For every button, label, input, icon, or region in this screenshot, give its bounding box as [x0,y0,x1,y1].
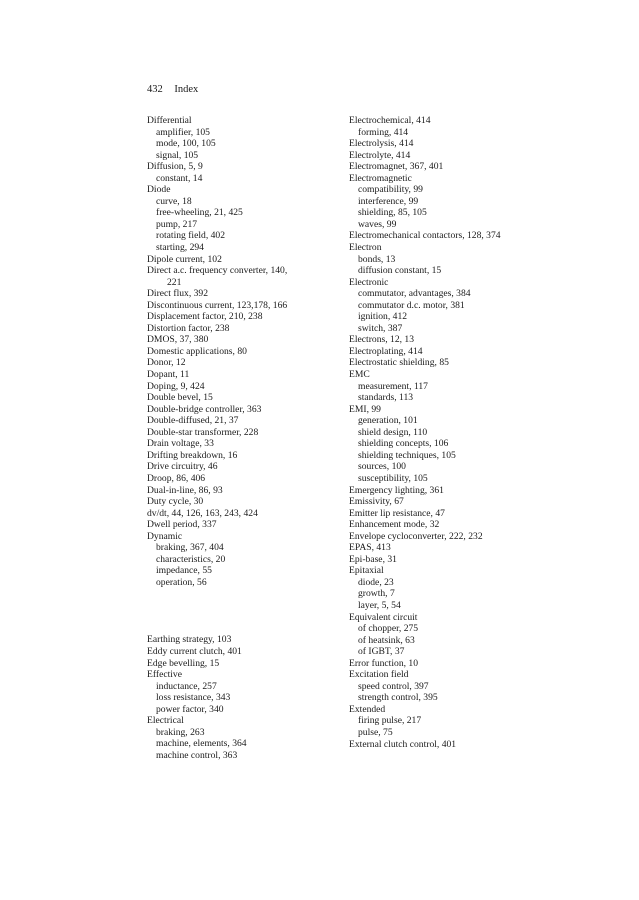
entry-text: forming, 414 [358,126,409,138]
entry-text: braking, 367, 404 [156,542,224,554]
index-entry [349,739,549,751]
index-subentry [349,127,549,139]
index-subentry [147,738,337,750]
entry-text: EMC [349,369,370,381]
entry-text: machine, elements, 364 [156,738,247,750]
entry-text: shielding concepts, 106 [358,438,449,450]
index-entry [147,715,337,727]
entry-text: Dwell period, 337 [147,519,217,531]
entry-text: bonds, 13 [358,253,396,265]
index-entry [349,346,549,358]
entry-text: Eddy current clutch, 401 [147,645,242,657]
index-entry [349,277,549,289]
entry-text: Error function, 10 [349,657,419,669]
entry-text: Domestic applications, 80 [147,345,247,357]
index-subentry [349,635,549,647]
index-entry [147,115,337,127]
entry-text: Drive circuitry, 46 [147,461,218,473]
entry-text: Differential [147,115,192,126]
entry-text: pulse, 75 [358,726,393,738]
entry-text: amplifier, 105 [156,126,210,138]
entry-text: firing pulse, 217 [358,715,422,727]
index-subentry [147,173,337,185]
index-subentry [147,577,337,589]
index-subentry [349,438,549,450]
index-subentry [147,750,337,762]
entry-text: Displacement factor, 210, 238 [147,311,263,323]
entry-text: Excitation field [349,669,409,681]
entry-text: compatibility, 99 [358,184,423,196]
entry-text: speed control, 397 [358,680,429,692]
entry-text: Emergency lighting, 361 [349,484,444,496]
entry-text: waves, 99 [358,218,397,230]
entry-text: DMOS, 37, 380 [147,334,209,346]
index-subentry [147,565,337,577]
entry-text: Donor, 12 [147,357,186,369]
index-entry [147,450,337,462]
entry-text: Electroplating, 414 [349,345,423,357]
index-subentry [147,196,337,208]
index-entry [147,415,337,427]
index-entry [349,161,549,173]
entry-text: Epi-base, 31 [349,553,397,565]
index-subentry [349,692,549,704]
index-subentry [147,207,337,219]
index-entry [147,519,337,531]
index-entry [349,542,549,554]
index-subentry [147,242,337,254]
entry-text: Dipole current, 102 [147,253,222,265]
entry-text: Electrostatic shielding, 85 [349,357,449,369]
index-entry [147,161,337,173]
entry-text: switch, 387 [358,322,403,334]
index-entry [349,704,549,716]
index-subentry [349,727,549,739]
index-entry [147,461,337,473]
index-entry [349,230,549,242]
index-subentry [147,219,337,231]
entry-text: diode, 23 [358,576,394,588]
entry-text: of IGBT, 37 [358,646,405,658]
entry-text: loss resistance, 343 [156,692,231,704]
index-subentry [147,542,337,554]
entry-text: Electrons, 12, 13 [349,334,415,346]
index-subentry [349,623,549,635]
index-entry [147,485,337,497]
entry-text: of chopper, 275 [358,623,419,635]
entry-text: interference, 99 [358,195,419,207]
index-subentry [349,254,549,266]
index-entry [147,323,337,335]
entry-text: Edge bevelling, 15 [147,657,220,669]
index-entry [349,565,549,577]
entry-text: shield design, 110 [358,426,428,438]
entry-text: commutator d.c. motor, 381 [358,299,465,311]
index-entry [349,369,549,381]
entry-text: Drain voltage, 33 [147,438,214,450]
index-entry [147,254,337,266]
index-entry [147,508,337,520]
index-subentry [349,715,549,727]
entry-text: Electronic [349,276,389,288]
entry-text: Double-diffused, 21, 37 [147,415,239,427]
entry-text: sources, 100 [358,461,406,473]
index-entry [147,473,337,485]
entry-text: power factor, 340 [156,703,224,715]
index-entry [147,496,337,508]
index-entry [349,496,549,508]
entry-text: Enhancement mode, 32 [349,519,440,531]
index-entry [147,392,337,404]
entry-text: Double bevel, 15 [147,392,213,404]
index-subentry [147,704,337,716]
index-entry [147,669,337,681]
entry-text: layer, 5, 54 [358,599,401,611]
entry-text: Electrolysis, 414 [349,138,414,150]
entry-text: of heatsink, 63 [358,634,415,646]
entry-text: Electrolyte, 414 [349,149,411,161]
index-entry [147,381,337,393]
running-title: Index [174,84,199,95]
index-entry [349,173,549,185]
entry-text: Distortion factor, 238 [147,322,230,334]
index-column-right [349,115,549,750]
index-subentry [349,427,549,439]
entry-text: shielding techniques, 105 [358,449,456,461]
index-entry [349,531,549,543]
index-entry [147,346,337,358]
index-entry [147,311,337,323]
index-subentry [349,300,549,312]
index-subentry [349,450,549,462]
index-subentry [147,554,337,566]
entry-text: Electromagnet, 367, 401 [349,161,444,173]
index-entry [349,669,549,681]
entry-text: mode, 100, 105 [156,138,216,150]
entry-text: diffusion constant, 15 [358,265,442,277]
index-entry [349,554,549,566]
entry-text: Double-bridge controller, 363 [147,403,262,415]
entry-continuation: 221 [167,276,182,288]
index-subentry [349,415,549,427]
index-entry [147,531,337,543]
section-gap [147,588,337,634]
entry-text: curve, 18 [156,195,192,207]
entry-text: Effective [147,669,182,681]
entry-text: Doping, 9, 424 [147,380,205,392]
index-subentry [349,265,549,277]
index-entry [349,658,549,670]
index-entry [349,242,549,254]
entry-text: impedance, 55 [156,565,212,577]
index-entry [147,357,337,369]
entry-text: braking, 263 [156,726,205,738]
index-subentry [349,219,549,231]
entry-text: EPAS, 413 [349,542,391,554]
entry-text: Electrochemical, 414 [349,115,431,126]
index-subentry [349,600,549,612]
index-entry [147,404,337,416]
entry-text: susceptibility, 105 [358,472,428,484]
entry-text: EMI, 99 [349,403,381,415]
entry-text: Emissivity, 67 [349,496,404,508]
index-subentry [147,230,337,242]
entry-text: Envelope cycloconverter, 222, 232 [349,530,483,542]
index-entry [349,508,549,520]
index-subentry [349,588,549,600]
entry-text: Dopant, 11 [147,369,190,381]
entry-text: signal, 105 [156,149,199,161]
entry-text: ignition, 412 [358,311,408,323]
entry-text: Direct a.c. frequency converter, 140, [147,265,288,277]
entry-text: inductance, 257 [156,680,217,692]
index-entry [147,265,337,288]
entry-text: Earthing strategy, 103 [147,634,232,646]
entry-text: Electrical [147,715,184,727]
entry-text: operation, 56 [156,576,207,588]
entry-text: characteristics, 20 [156,553,226,565]
entry-text: Discontinuous current, 123,178, 166 [147,299,288,311]
entry-text: Diffusion, 5, 9 [147,161,203,173]
index-subentry [349,288,549,300]
index-subentry [147,138,337,150]
index-subentry [349,473,549,485]
index-entry [349,138,549,150]
entry-text: External clutch control, 401 [349,738,457,750]
index-subentry [349,681,549,693]
entry-text: Drifting breakdown, 16 [147,449,238,461]
index-subentry [349,461,549,473]
index-subentry [349,392,549,404]
entry-text: Extended [349,703,386,715]
entry-text: Direct flux, 392 [147,288,209,300]
running-header [147,84,198,96]
entry-text: strength control, 395 [358,692,438,704]
entry-text: generation, 101 [358,415,418,427]
index-subentry [147,692,337,704]
entry-text: Emitter lip resistance, 47 [349,507,445,519]
index-entry [349,334,549,346]
index-entry [349,404,549,416]
index-entry [147,288,337,300]
index-subentry [349,381,549,393]
entry-text: Electron [349,242,382,254]
entry-text: Dynamic [147,530,183,542]
entry-text: measurement, 117 [358,380,428,392]
page-number: 432 [147,84,163,95]
index-entry [147,634,337,646]
entry-text: Diode [147,184,171,196]
index-entry [349,357,549,369]
index-entry [147,334,337,346]
index-subentry [349,646,549,658]
entry-text: Dual-in-line, 86, 93 [147,484,223,496]
entry-text: Duty cycle, 30 [147,496,204,508]
index-entry [147,369,337,381]
entry-text: shielding, 85, 105 [358,207,427,219]
entry-text: Electromagnetic [349,172,412,184]
entry-text: dv/dt, 44, 126, 163, 243, 424 [147,507,258,519]
entry-text: constant, 14 [156,172,203,184]
index-entry [147,427,337,439]
entry-text: commutator, advantages, 384 [358,288,471,300]
index-entry [147,646,337,658]
index-entry [349,519,549,531]
index-entry [349,485,549,497]
index-subentry [349,184,549,196]
entry-text: standards, 113 [358,392,414,404]
entry-text: starting, 294 [156,242,204,254]
entry-text: machine control, 363 [156,749,238,761]
index-subentry [147,727,337,739]
index-subentry [147,681,337,693]
index-entry [349,150,549,162]
index-subentry [349,311,549,323]
entry-text: Equivalent circuit [349,611,418,623]
index-entry [147,658,337,670]
index-subentry [147,150,337,162]
entry-text: Epitaxial [349,565,384,577]
entry-text: free-wheeling, 21, 425 [156,207,243,219]
index-column-left [147,115,337,761]
entry-text: pump, 217 [156,218,198,230]
index-entry [349,612,549,624]
index-subentry [147,127,337,139]
index-subentry [349,207,549,219]
entry-text: Double-star transformer, 228 [147,426,259,438]
index-subentry [349,577,549,589]
index-entry [147,300,337,312]
entry-text: Electromechanical contactors, 128, 374 [349,230,501,242]
index-entry [349,115,549,127]
entry-text: growth, 7 [358,588,395,600]
index-subentry [349,196,549,208]
entry-text: rotating field, 402 [156,230,226,242]
index-subentry [349,323,549,335]
index-entry [147,184,337,196]
index-entry [147,438,337,450]
entry-text: Droop, 86, 406 [147,472,206,484]
